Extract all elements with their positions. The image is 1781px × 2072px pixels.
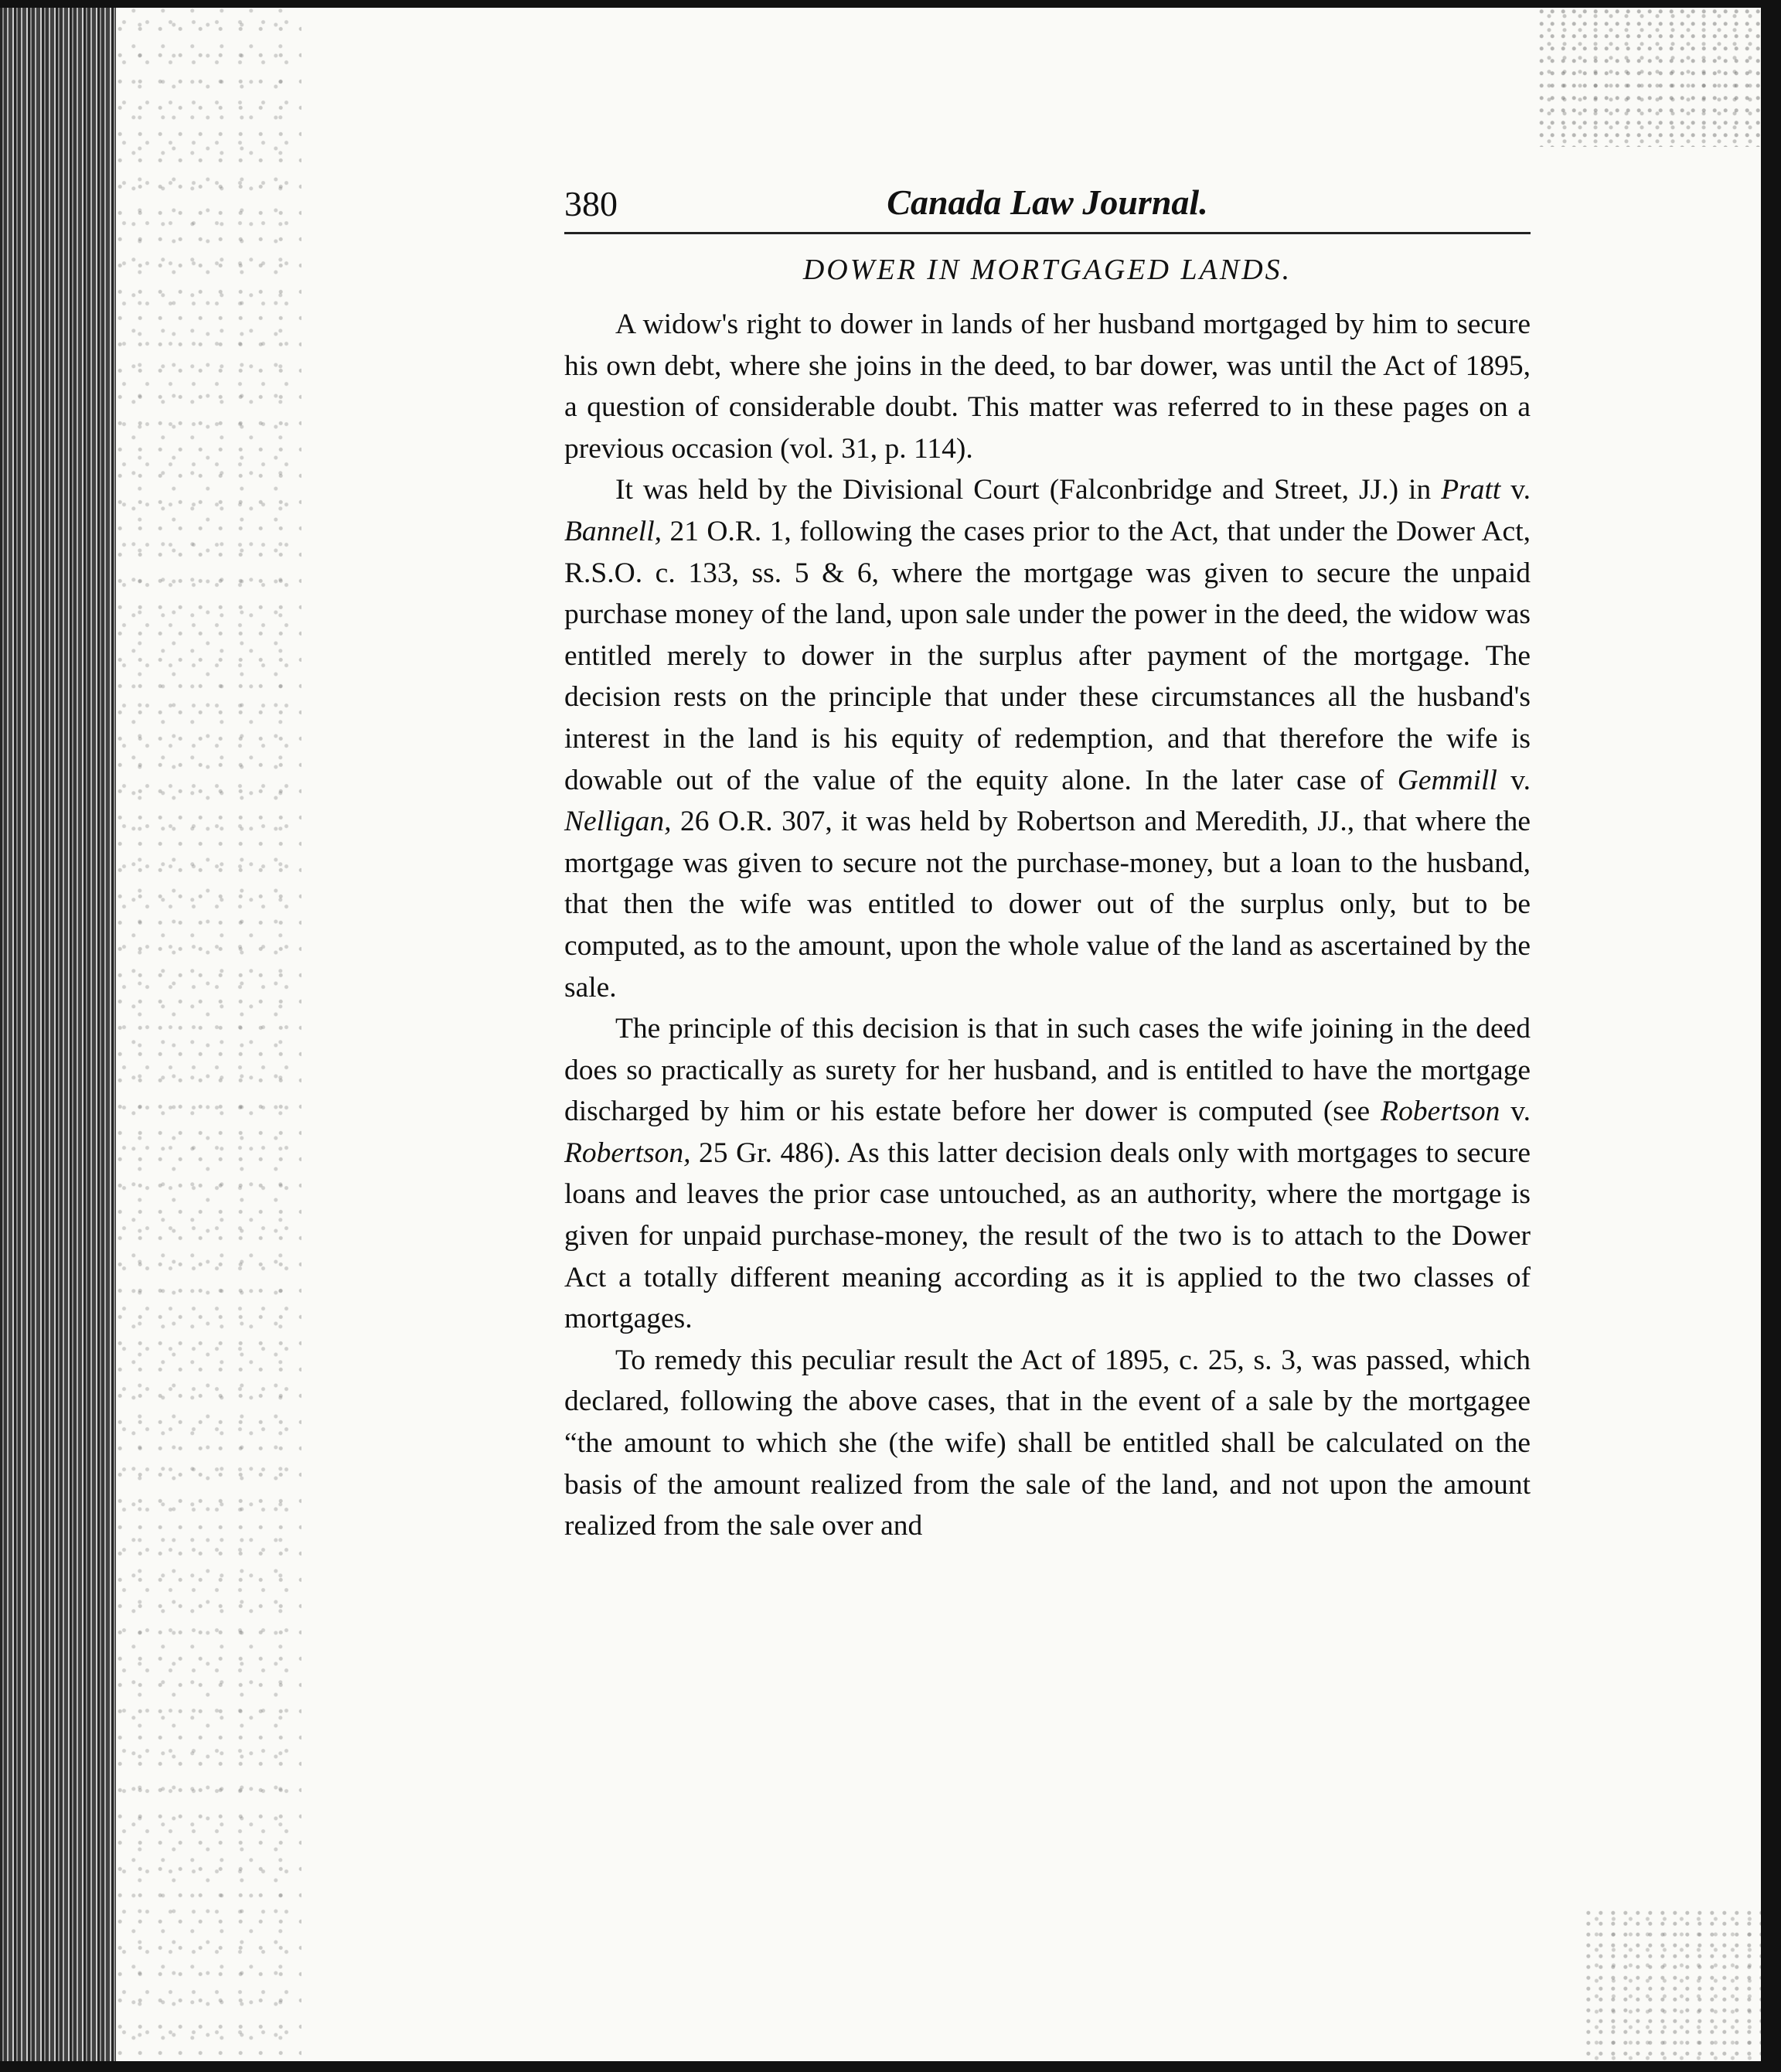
journal-title: Canada Law Journal. [887, 182, 1208, 222]
case-name: Robertson [1381, 1096, 1500, 1128]
paragraph-3 [564, 1008, 1531, 1340]
versus: v. [1500, 474, 1531, 506]
case-name: Nelligan, [564, 806, 672, 838]
paragraph-text: 26 O.R. 307, it was held by Robertson and Meredith, JJ., that where the mortgage was given to secure not the purchase-money, but a loan to the husband, that then the wife was entitled to dower out of the surplus only, but to be computed, as to the amount, upon the whole value of the land as ascertained by the sale. [564, 806, 1531, 1004]
paragraph-text: It was held by the Divisional Court (Falconbridge and Street, JJ.) in [615, 474, 1442, 506]
scan-border-top [0, 0, 1781, 8]
scan-noise [116, 0, 301, 2072]
running-head [564, 174, 1531, 228]
case-name: Bannell, [564, 515, 662, 547]
page-content [564, 174, 1531, 1547]
paragraph-4: To remedy this peculiar result the Act of 1895, c. 25, s. 3, was passed, which declared, following the above cases, that in the event of a sale by the mortgagee “the amount to which she (the wife) shall be entitled shall be calculated on the basis of the amount realized from the sale of the land, and not upon the amount realized from the sale over and [564, 1344, 1531, 1542]
case-name: Robertson, [564, 1137, 691, 1169]
header-rule [564, 232, 1531, 234]
scan-border-bottom [0, 2061, 1781, 2072]
book-binding-gutter [0, 0, 116, 2072]
case-name: Pratt [1441, 474, 1501, 506]
scan-noise-top-right [1538, 8, 1762, 147]
case-name: Gemmill [1397, 764, 1497, 796]
article-title: DOWER IN MORTGAGED LANDS. [802, 254, 1292, 286]
scan-noise-bottom-right [1585, 1910, 1762, 2061]
page-number: 380 [564, 184, 618, 223]
scan-border-right [1761, 0, 1781, 2072]
versus: v. [1497, 764, 1531, 796]
paragraph-2 [564, 469, 1531, 1008]
paragraph-text: 25 Gr. 486). As this latter decision deals only with mortgages to secure loans and leaves the prior case untouched, as an authority, where the mortgage is given for unpaid purchase-money, the result of the two is to attach to the Dower Act a totally different meaning according as it is applied to the two classes of mortgages. [564, 1137, 1531, 1335]
paragraph-1: A widow's right to dower in lands of her husband mortgaged by him to secure his own debt, where she joins in the deed, to bar dower, was until the Act of 1895, a question of considerable doubt. This matter was referred to in these pages on a previous occasion (vol. 31, p. 114). [564, 308, 1531, 465]
paragraph-text: The principle of this decision is that in such cases the wife joining in the deed does so practically as surety for her husband, and is entitled to have the mortgage discharged by him or his estate before her dower is computed (see [564, 1013, 1531, 1128]
paragraph-text: 21 O.R. 1, following the cases prior to the Act, that under the Dower Act, R.S.O. c. 133, ss. 5 & 6, where the mortgage was given to secure the unpaid purchase money of the land, upon sale under the power in the deed, the widow was entitled merely to dower in the surplus after payment of the mortgage. The decision rests on the principle that under these circumstances all the husband's interest in the land is his equity of redemption, and that therefore the wife is dowable out of the value of the equity alone. In the later case of [564, 515, 1531, 796]
versus: v. [1500, 1096, 1531, 1128]
